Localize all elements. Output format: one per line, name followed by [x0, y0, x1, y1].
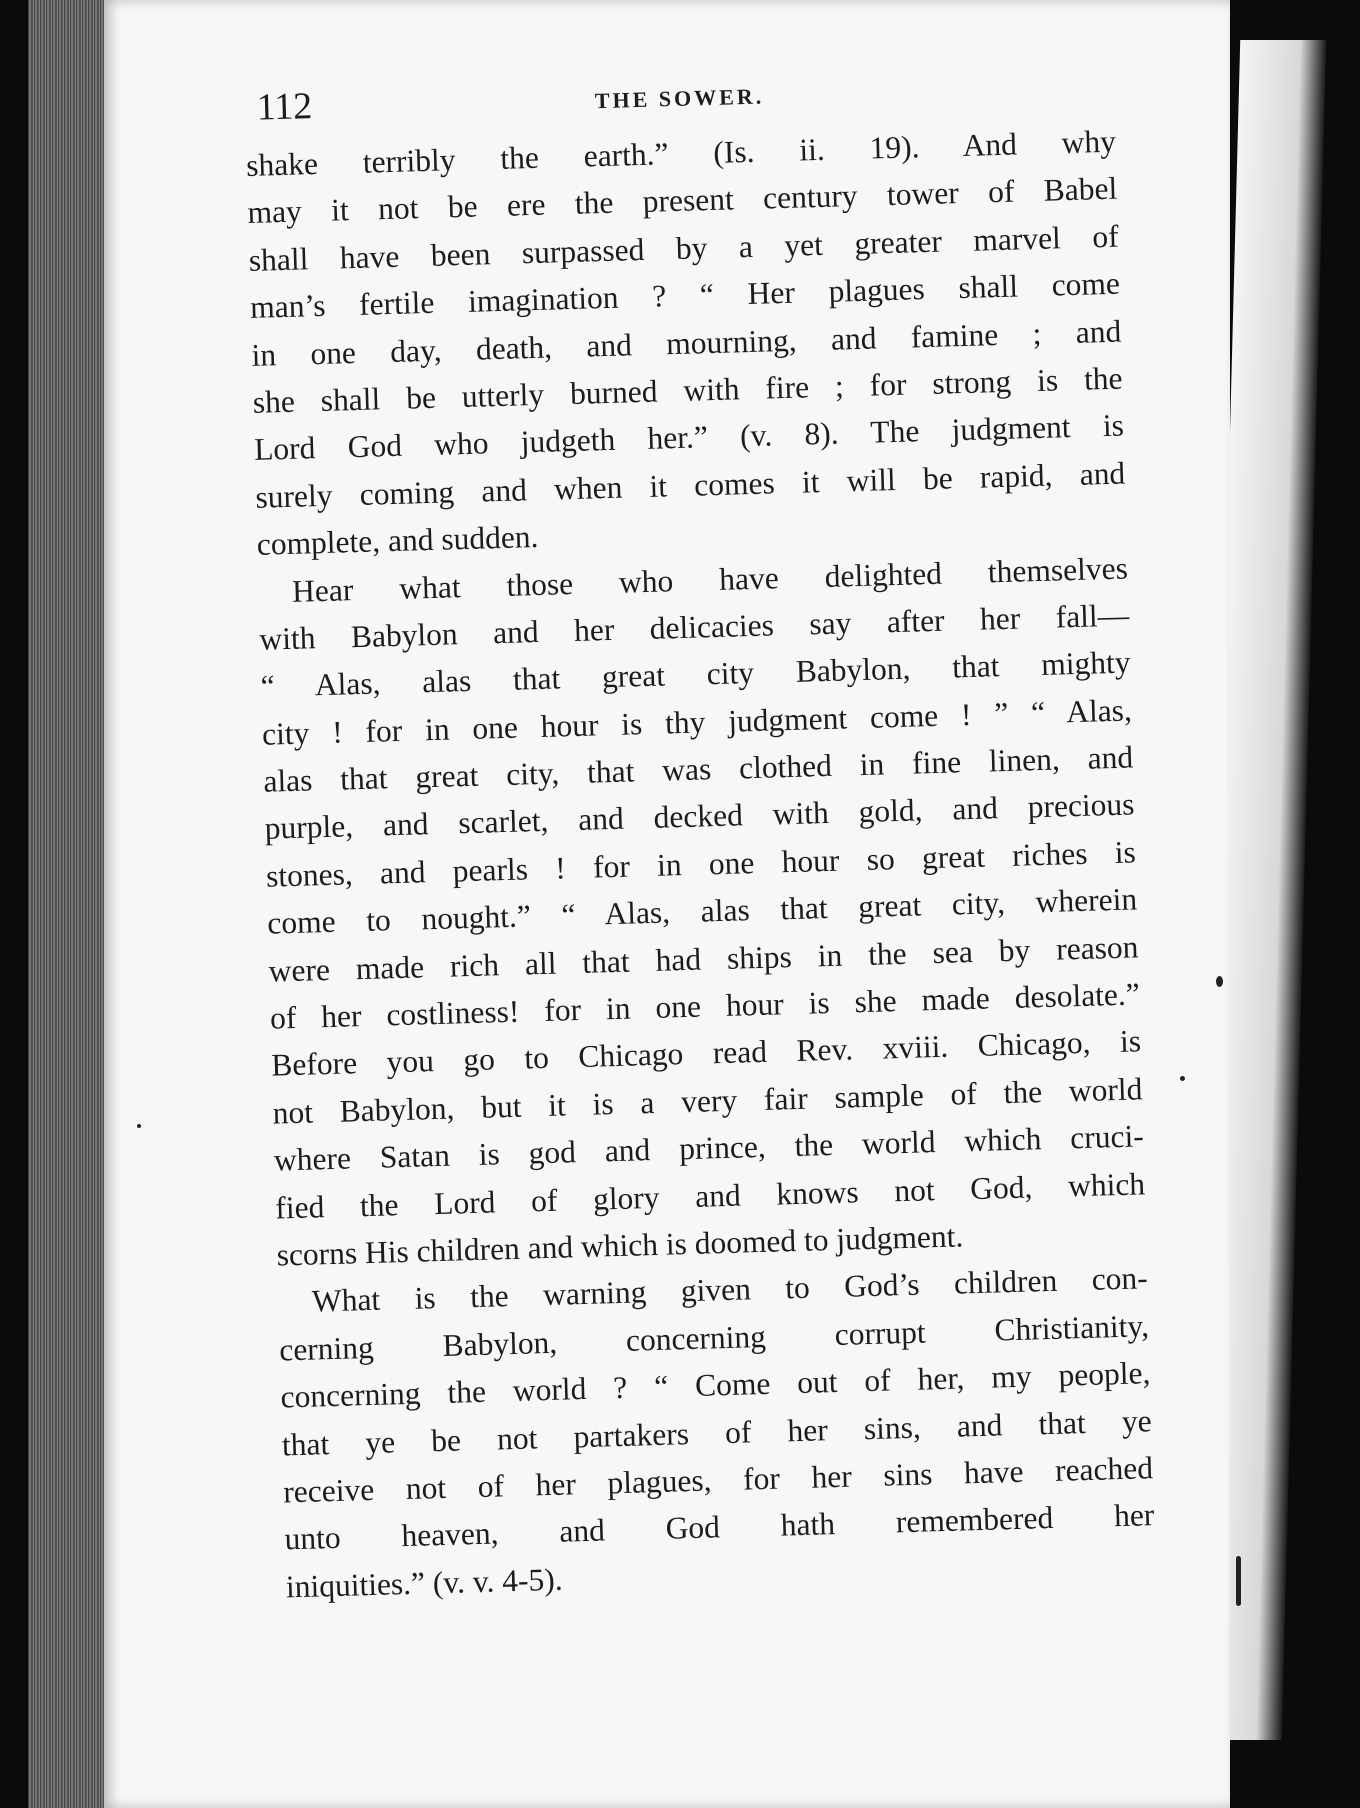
text-line: receive not of her plagues, for her sins have reached — [282, 1450, 1154, 1510]
book-page — [104, 0, 1230, 1808]
text-line: may it not be ere the present century tower of Babel — [247, 171, 1118, 231]
text-line: Before you go to Chicago read Rev. xviii. Chicago, is — [270, 1023, 1142, 1084]
text-line: iniquities.” (v. v. 4-5). — [285, 1561, 564, 1605]
text-line: shall have been surpassed by a yet greater marvel of — [248, 218, 1120, 278]
book-page-edges — [28, 0, 108, 1808]
scan-speck — [1180, 1076, 1185, 1081]
text-line: stones, and pearls ! for in one hour so great riches is — [265, 834, 1137, 894]
body-text — [246, 118, 1157, 1611]
text-line: scorns His children and which is doomed to judgment. — [276, 1218, 964, 1273]
text-line: What is the warning given to God’s children con- — [311, 1260, 1149, 1319]
text-line: with Babylon and her delicacies say after her fall— — [258, 597, 1130, 657]
text-line: alas that great city, that was clothed in fine linen, and — [262, 739, 1134, 799]
text-line: unto heaven, and God hath remembered her — [284, 1497, 1155, 1557]
text-line: where Satan is god and prince, the world which cruci- — [273, 1118, 1145, 1178]
text-line: Hear what those who have delighted themselves — [291, 550, 1129, 609]
text-line: city ! for in one hour is thy judgment come ! ” “ Alas, — [261, 692, 1133, 752]
text-line: Lord God who judgeth her.” (v. 8). The judgment is — [253, 407, 1125, 468]
text-line: come to nought.” “ Alas, alas that great city, wherein — [266, 881, 1138, 941]
text-line: man’s fertile imagination ? “ Her plagues shall come — [249, 265, 1121, 326]
text-line: complete, and sudden. — [256, 519, 539, 562]
text-line: fied the Lord of glory and knows not God, which — [274, 1165, 1146, 1226]
scan-speck — [1236, 1556, 1241, 1606]
text-line: that ye be not partakers of her sins, and that ye — [281, 1402, 1153, 1463]
text-line: were made rich all that had ships in the sea by reason — [268, 929, 1139, 989]
scan-speck — [1216, 976, 1223, 987]
running-head: THE SOWER. — [594, 83, 765, 114]
text-line: “ Alas, alas that great city Babylon, that mighty — [260, 644, 1131, 705]
scan-speck — [137, 1124, 141, 1128]
text-line: purple, and scarlet, and decked with gold, and precious — [264, 786, 1135, 847]
text-line: surely coming and when it comes it will be rapid, and — [254, 455, 1126, 515]
text-line: of her costliness! for in one hour is she made desolate.” — [269, 976, 1141, 1036]
text-line: she shall be utterly burned with fire ; for strong is the — [252, 360, 1123, 420]
text-line: cerning Babylon, concerning corrupt Christianity, — [278, 1307, 1150, 1368]
page-number: 112 — [256, 85, 313, 129]
text-line: in one day, death, and mourning, and famine ; and — [251, 313, 1122, 373]
text-line: concerning the world ? “ Come out of her, my people, — [280, 1355, 1151, 1415]
text-line: shake terribly the earth.” (Is. ii. 19). And why — [245, 123, 1117, 183]
page-content — [244, 62, 1156, 1611]
text-line: not Babylon, but it is a very fair sample of the world — [272, 1071, 1143, 1131]
